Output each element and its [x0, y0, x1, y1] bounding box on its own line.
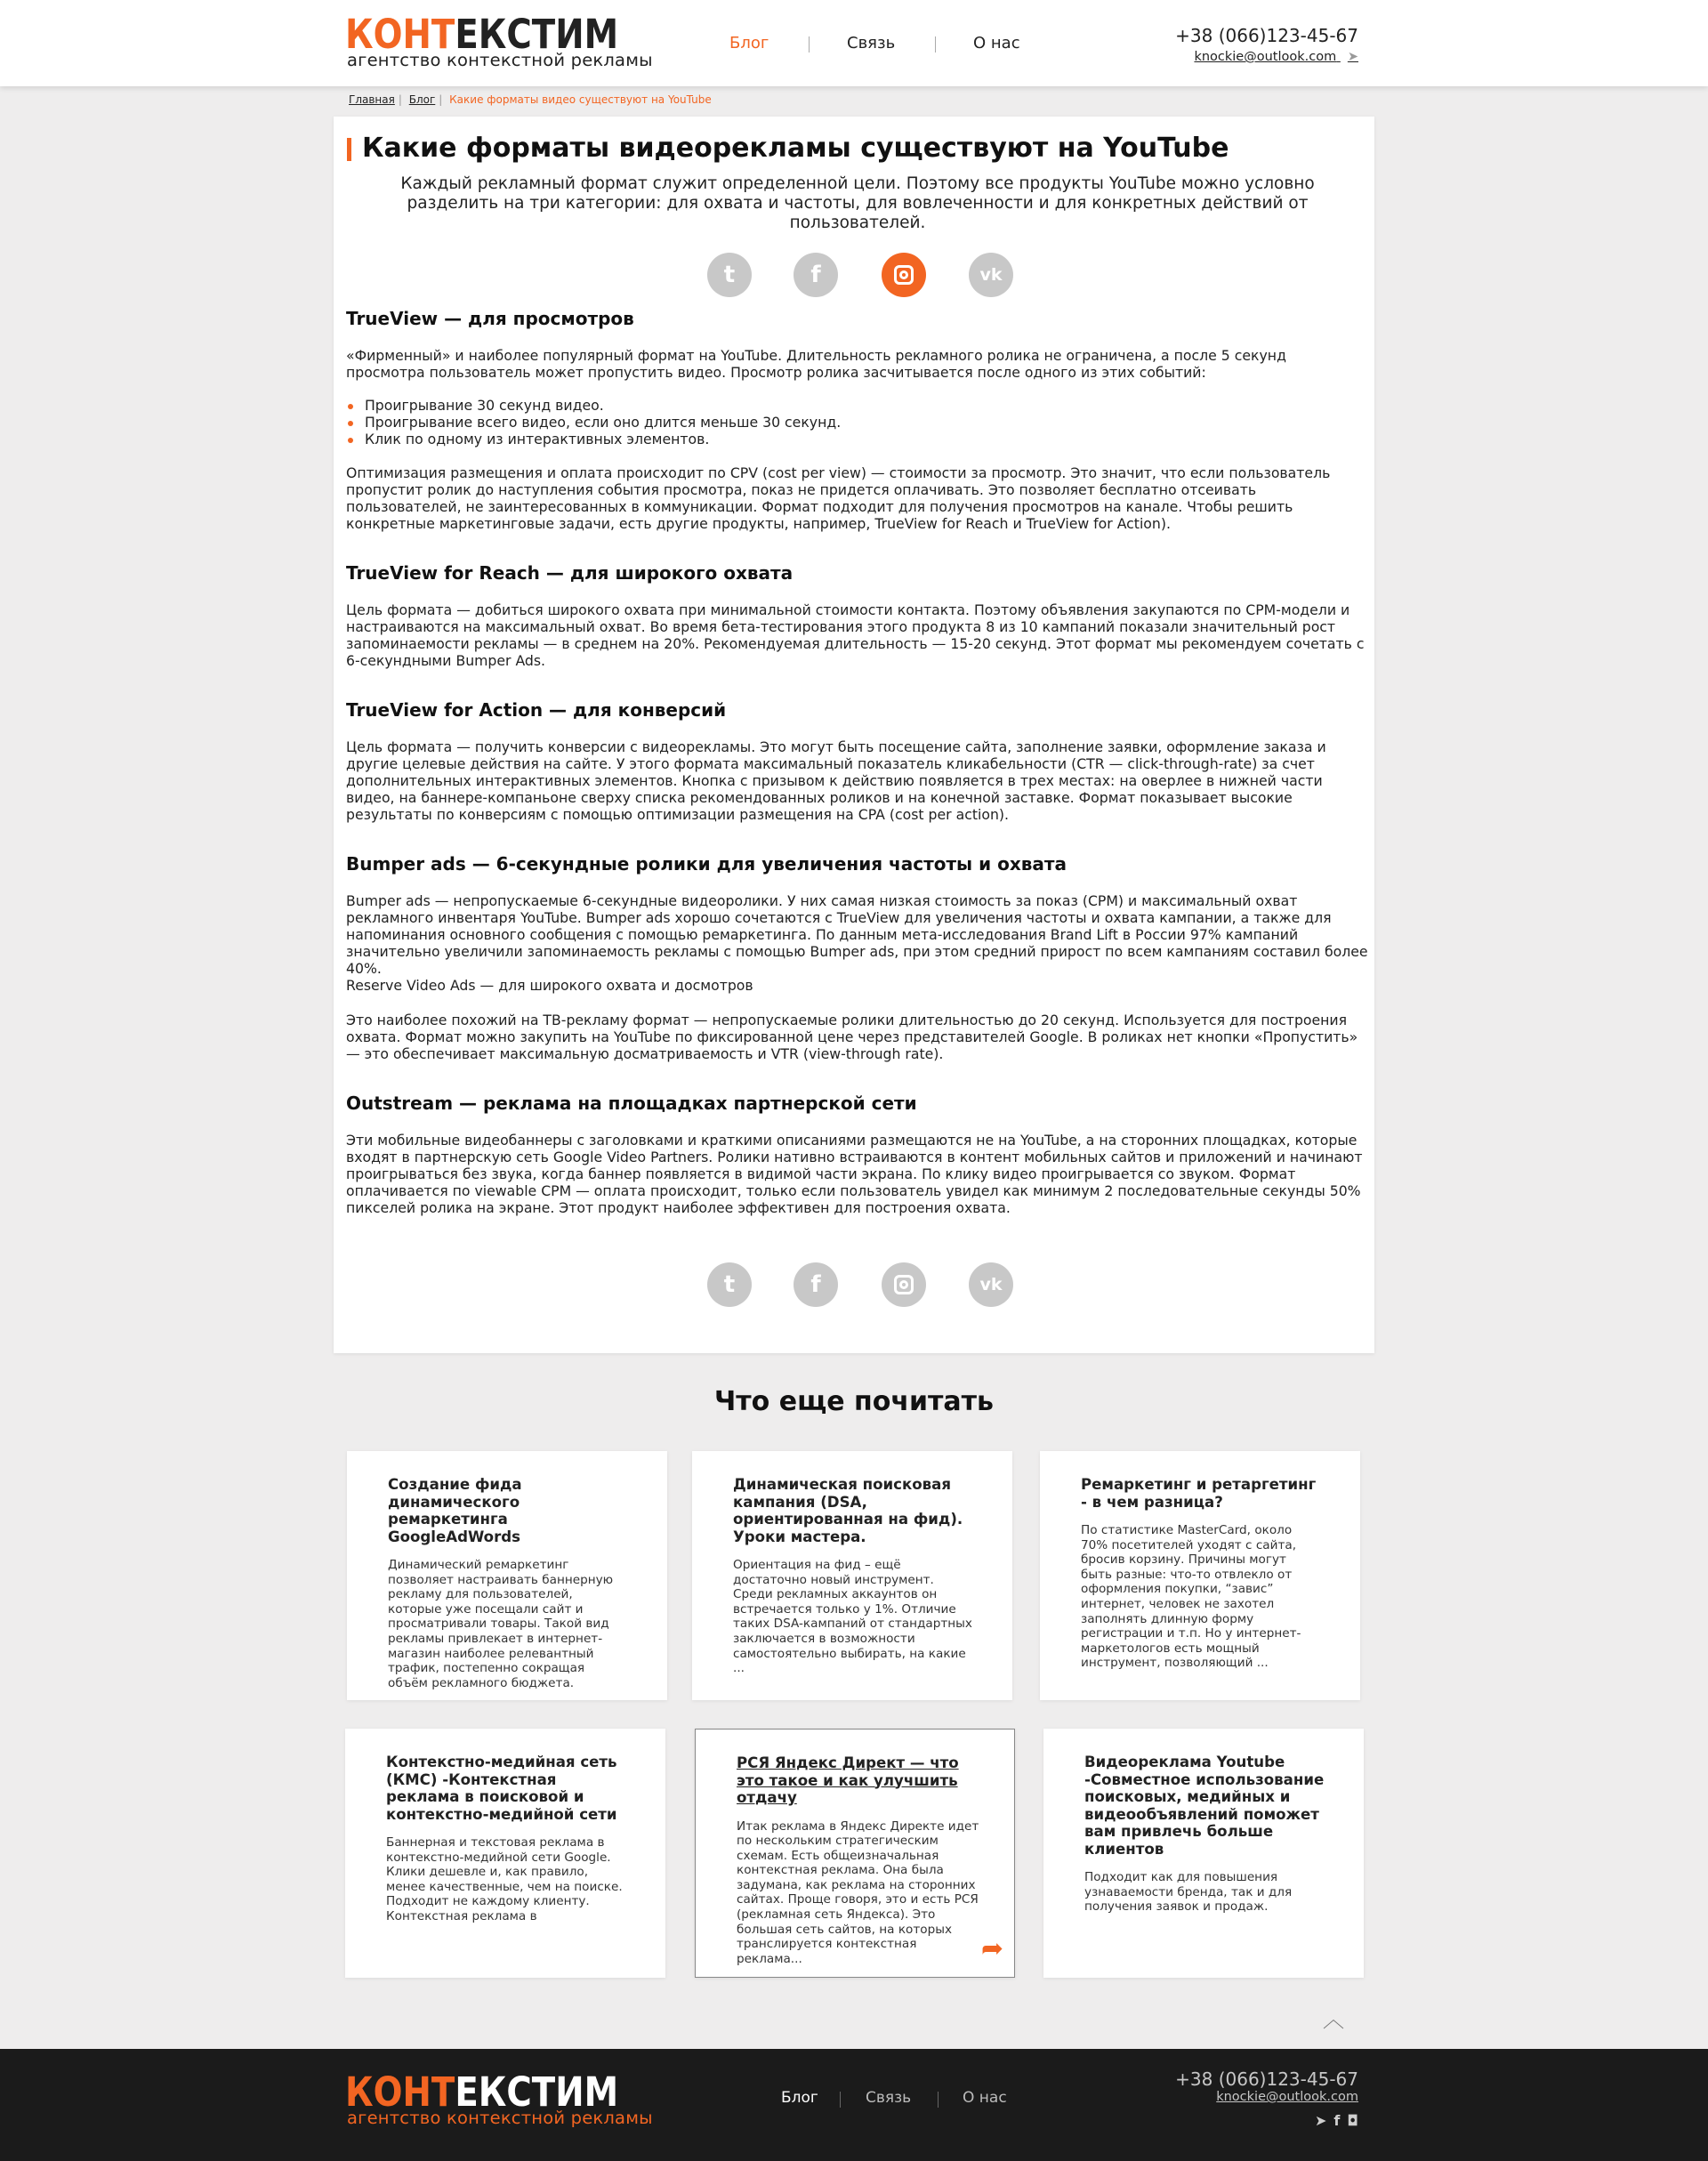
facebook-icon[interactable]: f	[794, 253, 838, 297]
breadcrumb-current: Какие форматы видео существуют на YouTube	[449, 93, 712, 106]
article-title: Какие форматы видеорекламы существуют на YouTube	[346, 133, 1369, 164]
instagram-icon[interactable]: ◘	[1347, 2112, 1358, 2129]
related-card-text: По статистике MasterCard, около 70% посетителей уходят с сайта, бросив корзину. Причины могут быть разные: что-то отвлекло от оформления покупки, “завис” интернет, человек не захотел заполнять длинную форму регистрации и т.п. Но у интернет-маркетологов есть мощный инструмент, позволяющий ...	[1081, 1523, 1301, 1671]
phone-number[interactable]: +38 (066)123-45-67	[1175, 2068, 1358, 2090]
related-card-title[interactable]: Динамическая поисковая кампания (DSA, ориентированная на фид). Уроки мастера.	[733, 1476, 963, 1545]
paragraph: Эти мобильные видеобаннеры с заголовками и краткими описаниями размещаются не на YouTube, а на сторонних площадках, которые входят в партнерскую сеть Google Video Partners. Ролики нативно встраиваются в контент мобильных сайтов и приложений и начинают проигрываться без звука, когда баннер появляется в видимой части экрана. По клику видео проигрывается со звуком. Формат оплачивается по viewable CPM — оплата происходит, только если пользователь увидел как минимум 2 последовательные секунды 50% пикселей ролика на экране. Этот продукт наиболее эффективен для построения охвата.	[346, 1132, 1363, 1216]
bullet-list	[346, 397, 1369, 448]
vk-icon[interactable]: vk	[969, 253, 1013, 297]
share-bar-top	[346, 253, 1369, 306]
nav-contact[interactable]: Связь	[847, 34, 896, 52]
related-card-title[interactable]: Видеореклама Youtube -Совместное использование поисковых, медийных и видеообъявлений поможет вам привлечь больше клиентов	[1084, 1754, 1325, 1858]
related-card[interactable]	[345, 1729, 665, 1978]
list-item: Проигрывание всего видео, если оно длится меньше 30 секунд.	[346, 414, 1369, 431]
paragraph: Bumper ads — непропускаемые 6-секундные видеоролики. У них самая низкая стоимость за показ (CPM) и максимальный охват рекламного инвентаря YouTube. Bumper ads хорошо сочетаются с TrueView для увеличения частоты и охвата кампании, а также для напоминания основного сообщения с помощью ремаркетинга. По данным мета-исследования Brand Lift в России 97% кампаний значительно увеличили запоминаемость рекламы с помощью Bumper ads, при этом средний прирост по всем кампаниям составил более 40%.	[346, 892, 1368, 977]
section-title: Outstream — реклама на площадках партнерской сети	[346, 1093, 917, 1114]
site-header	[0, 0, 1708, 86]
related-card[interactable]	[692, 1451, 1012, 1700]
section-title: TrueView for Action — для конверсий	[346, 699, 727, 721]
related-card-text: Подходит как для повышения узнаваемости бренда, так и для получения заявок и продаж.	[1084, 1870, 1293, 1915]
site-footer	[0, 2049, 1708, 2161]
nav-divider	[840, 2092, 841, 2108]
paragraph: «Фирменный» и наиболее популярный формат на YouTube. Длительность рекламного ролика не ограничена, а после 5 секунд просмотра пользователь может пропустить видео. Просмотр ролика засчитывается после одного из этих событий:	[346, 347, 1286, 381]
logo-tagline: агентство контекстной рекламы	[347, 50, 653, 70]
related-card[interactable]	[1043, 1729, 1364, 1978]
twitter-icon[interactable]: t	[707, 1262, 752, 1307]
breadcrumb: Главная | Блог | Какие форматы видео существуют на YouTube	[349, 93, 712, 106]
phone-number[interactable]: +38 (066)123-45-67	[1175, 25, 1358, 46]
article	[346, 133, 1369, 1316]
paragraph: Reserve Video Ads — для широкого охвата и досмотров	[346, 977, 753, 994]
related-card-text: Динамический ремаркетинг позволяет настраивать баннерную рекламу для пользователей, которые уже посещали сайт и просматривали товары. Такой вид рекламы привлекает в интернет-магазин наиболее релевантный трафик, постепенно сокращая объём рекламного бюджета.	[388, 1558, 614, 1690]
scroll-top-icon[interactable]: ︿	[1323, 2007, 1344, 2032]
related-card[interactable]	[695, 1729, 1015, 1978]
logo[interactable]	[345, 12, 680, 75]
related-card[interactable]	[1040, 1451, 1360, 1700]
email-text[interactable]: knockie@outlook.com	[1194, 50, 1337, 64]
article-card	[334, 117, 1374, 1353]
nav-divider	[809, 36, 810, 52]
instagram-icon[interactable]	[882, 1262, 926, 1307]
footer-logo[interactable]	[345, 2070, 680, 2133]
instagram-icon[interactable]	[882, 253, 926, 297]
facebook-icon[interactable]: f	[794, 1262, 838, 1307]
email-link	[1175, 50, 1358, 64]
section-title: Bumper ads — 6-секундные ролики для увеличения частоты и охвата	[346, 853, 1067, 875]
related-card-title[interactable]: Создание фида динамического ремаркетинга GoogleAdWords	[388, 1476, 522, 1545]
related-card[interactable]	[347, 1451, 667, 1700]
nav-divider	[935, 36, 936, 52]
article-lead: Каждый рекламный формат служит определенной цели. Поэтому все продукты YouTube можно условно разделить на три категории: для охвата и частоты, для вовлеченности и для конкретных действий от пользователей.	[400, 174, 1315, 232]
telegram-icon[interactable]: ➤	[1347, 50, 1358, 64]
share-arrow-icon[interactable]: ➦	[980, 1933, 1003, 1964]
list-item: Проигрывание 30 секунд видео.	[346, 397, 1369, 414]
section-title: TrueView for Reach — для широкого охвата	[346, 562, 794, 584]
related-card-title[interactable]: Ремаркетинг и ретаргетинг - в чем разница?	[1081, 1476, 1317, 1511]
paragraph: Оптимизация размещения и оплата происходит по CPV (cost per view) — стоимости за просмотр. Это значит, что если пользователь пропустит ролик до наступления события просмотра, показ не придется оплачивать. Это позволяет бесплатно отсеивать пользователей, не заинтересованных в коммуникации. Формат подходит для получения просмотров на канале. Чтобы решить конкретные маркетинговые задачи, есть другие продукты, например, TrueView for Reach и TrueView for Action).	[346, 464, 1331, 532]
paragraph: Это наиболее похожий на ТВ-рекламу формат — непропускаемые ролики длительностью до 20 секунд. Используется для построения охвата. Формат можно закупить на YouTube по фиксированной цене через представителей Google. В роликах нет кнопки «Пропустить» — это обеспечивает максимальную досматриваемость и VTR (view-through rate).	[346, 1012, 1358, 1062]
related-card-title[interactable]: Контекстно-медийная сеть (КМС) -Контекстная реклама в поисковой и контекстно-медийной сети	[386, 1754, 617, 1823]
related-card-text: Итак реклама в Яндекс Директе идет по нескольким стратегическим схемам. Есть общеизначальная контекстная реклама. Она была задумана, как реклама на сторонних сайтах. Проще говоря, это и есть РСЯ (рекламная сеть Яндекса). Это большая сеть сайтов, на которых транслируется контекстная реклама...	[737, 1818, 979, 1966]
nav-about[interactable]: О нас	[963, 2089, 1007, 2107]
twitter-icon[interactable]: t	[707, 253, 752, 297]
footer-social	[1308, 2112, 1358, 2129]
paragraph: Цель формата — добиться широкого охвата при минимальной стоимости контакта. Поэтому объявления закупаются по CPM-модели и настраиваются на максимальный охват. Во время бета-тестирования этого продукта 8 из 10 кампаний показали значительный рост запоминаемости рекламы — в среднем на 20%. Рекомендуемая длительность — 15-20 секунд. Этот формат мы рекомендуем сочетать с 6-секундными Bumper Ads.	[346, 601, 1365, 669]
logo-tagline: агентство контекстной рекламы	[347, 2108, 653, 2128]
breadcrumb-home[interactable]: Главная	[349, 93, 395, 106]
nav-divider	[938, 2092, 939, 2108]
nav-blog[interactable]: Блог	[781, 2089, 818, 2107]
list-item: Клик по одному из интерактивных элементов.	[346, 431, 1369, 448]
related-card-title[interactable]: РСЯ Яндекс Директ — что это такое и как улучшить отдачу	[737, 1754, 959, 1806]
telegram-icon[interactable]: ➤	[1314, 2112, 1327, 2129]
section-title: TrueView — для просмотров	[346, 308, 634, 329]
facebook-icon[interactable]: f	[1333, 2112, 1341, 2129]
paragraph: Цель формата — получить конверсии с видеорекламы. Это могут быть посещение сайта, заполнение заявки, оформление заказа и другие целевые действия на сайте. У этого формата максимальный показатель кликабельности (CTR — click-through-rate) за счет дополнительных интерактивных элементов. Кнопка с призывом к действию появляется в трех местах: на оверлее в нижней части видео, на баннере-компаньоне сверху списка рекомендованных роликов и на конечной заставке. Формат показывает высокие результаты по конверсиям с помощью оптимизации размещения на CPA (cost per action).	[346, 738, 1326, 823]
logo-wordmark: КОНТЕКСТИМ	[345, 2068, 619, 2116]
header-contact	[1175, 25, 1358, 64]
nav-contact[interactable]: Связь	[866, 2089, 912, 2107]
breadcrumb-blog[interactable]: Блог	[408, 93, 436, 106]
footer-contact	[1175, 2068, 1358, 2104]
related-card-text: Ориентация на фид – ещё достаточно новый инструмент. Среди рекламных аккаунтов он встречается только у 1%. Отличие таких DSA-кампаний от стандартных заключается в возможности самостоятельно выбирать, на какие ...	[733, 1558, 972, 1676]
related-card-text: Баннерная и текстовая реклама в контекстно-медийной сети Google. Клики дешевле и, как правило, менее качественные, чем на поиске. Подходит не каждому клиенту. Контекстная реклама в	[386, 1835, 623, 1923]
share-bar-bottom	[346, 1262, 1369, 1316]
nav-blog[interactable]: Блог	[729, 34, 769, 52]
related-heading: Что еще почитать	[714, 1386, 994, 1417]
nav-about[interactable]: О нас	[973, 34, 1020, 52]
vk-icon[interactable]: vk	[969, 1262, 1013, 1307]
email-link[interactable]: knockie@outlook.com	[1216, 2090, 1358, 2104]
logo-wordmark: КОНТЕКСТИМ	[345, 11, 619, 58]
